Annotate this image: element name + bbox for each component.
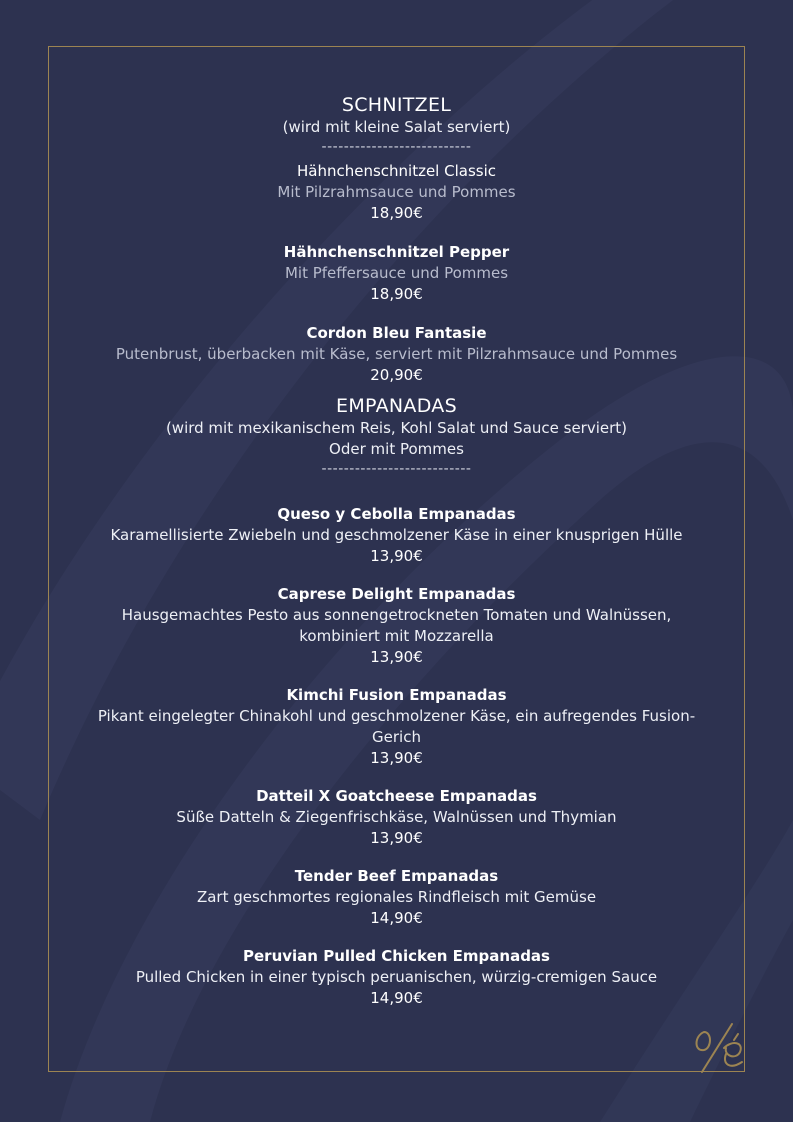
section-title-empanadas: EMPANADAS	[336, 395, 457, 417]
menu-item-description: Süße Datteln & Ziegenfrischkäse, Walnüssen und Thymian	[176, 808, 617, 826]
menu-item	[0, 161, 793, 224]
menu-item-description: Mit Pilzrahmsauce und Pommes	[277, 183, 516, 201]
menu-item	[0, 685, 793, 769]
menu-item-description: Mit Pfeffersauce und Pommes	[284, 264, 509, 282]
section-schnitzel	[0, 93, 793, 386]
menu-content	[0, 93, 793, 1026]
section-note-empanadas-alt: Oder mit Pommes	[329, 440, 464, 458]
menu-item	[0, 242, 793, 305]
menu-item-name: Cordon Bleu Fantasie	[306, 324, 487, 342]
menu-item-name: Hähnchenschnitzel Classic	[296, 162, 496, 180]
section-empanadas	[0, 394, 793, 1009]
menu-item-price: 13,90€	[370, 829, 423, 847]
menu-item-price: 18,90€	[370, 204, 423, 222]
menu-item-description: Pulled Chicken in einer typisch peruanischen, würzig-cremigen Sauce	[135, 968, 658, 986]
menu-item	[0, 946, 793, 1009]
menu-item-price: 18,90€	[370, 285, 423, 303]
menu-item-description: Putenbrust, überbacken mit Käse, serviert mit Pilzrahmsauce und Pommes	[115, 345, 678, 363]
menu-item	[0, 323, 793, 386]
section-divider-empanadas: ---------------------------	[321, 461, 472, 477]
menu-item-description: Karamellisierte Zwiebeln und geschmolzener Käse in einer knusprigen Hülle	[110, 526, 683, 544]
section-title-schnitzel: SCHNITZEL	[341, 94, 452, 116]
menu-item	[0, 504, 793, 567]
menu-item-name: Kimchi Fusion Empanadas	[286, 686, 507, 704]
menu-item	[0, 584, 793, 668]
menu-item-name: Datteil X Goatcheese Empanadas	[256, 787, 537, 805]
menu-item-price: 13,90€	[370, 648, 423, 666]
menu-item-name: Queso y Cebolla Empanadas	[277, 505, 516, 523]
section-divider-schnitzel: ---------------------------	[321, 139, 472, 155]
menu-item-price: 20,90€	[370, 366, 423, 384]
menu-item-price: 13,90€	[370, 547, 423, 565]
menu-item-name: Caprese Delight Empanadas	[277, 585, 516, 603]
menu-item-price: 14,90€	[370, 909, 423, 927]
menu-item-name: Tender Beef Empanadas	[294, 867, 499, 885]
menu-item-description: Zart geschmortes regionales Rindfleisch mit Gemüse	[196, 888, 597, 906]
menu-item-name: Peruvian Pulled Chicken Empanadas	[243, 947, 550, 965]
menu-item-description: Pikant eingelegter Chinakohl und geschmolzener Käse, ein aufregendes Fusion-Gerich	[97, 707, 696, 746]
section-note-empanadas: (wird mit mexikanischem Reis, Kohl Salat und Sauce serviert)	[165, 419, 628, 437]
section-note-schnitzel: (wird mit kleine Salat serviert)	[282, 118, 511, 136]
restaurant-monogram-logo-icon	[690, 1018, 750, 1078]
menu-item-price: 13,90€	[370, 749, 423, 767]
menu-item	[0, 866, 793, 929]
menu-item-description: Hausgemachtes Pesto aus sonnengetrockneten Tomaten und Walnüssen, kombiniert mit Mozzarella	[121, 606, 672, 645]
menu-item	[0, 786, 793, 849]
menu-item-price: 14,90€	[370, 989, 423, 1007]
menu-item-name: Hähnchenschnitzel Pepper	[283, 243, 510, 261]
